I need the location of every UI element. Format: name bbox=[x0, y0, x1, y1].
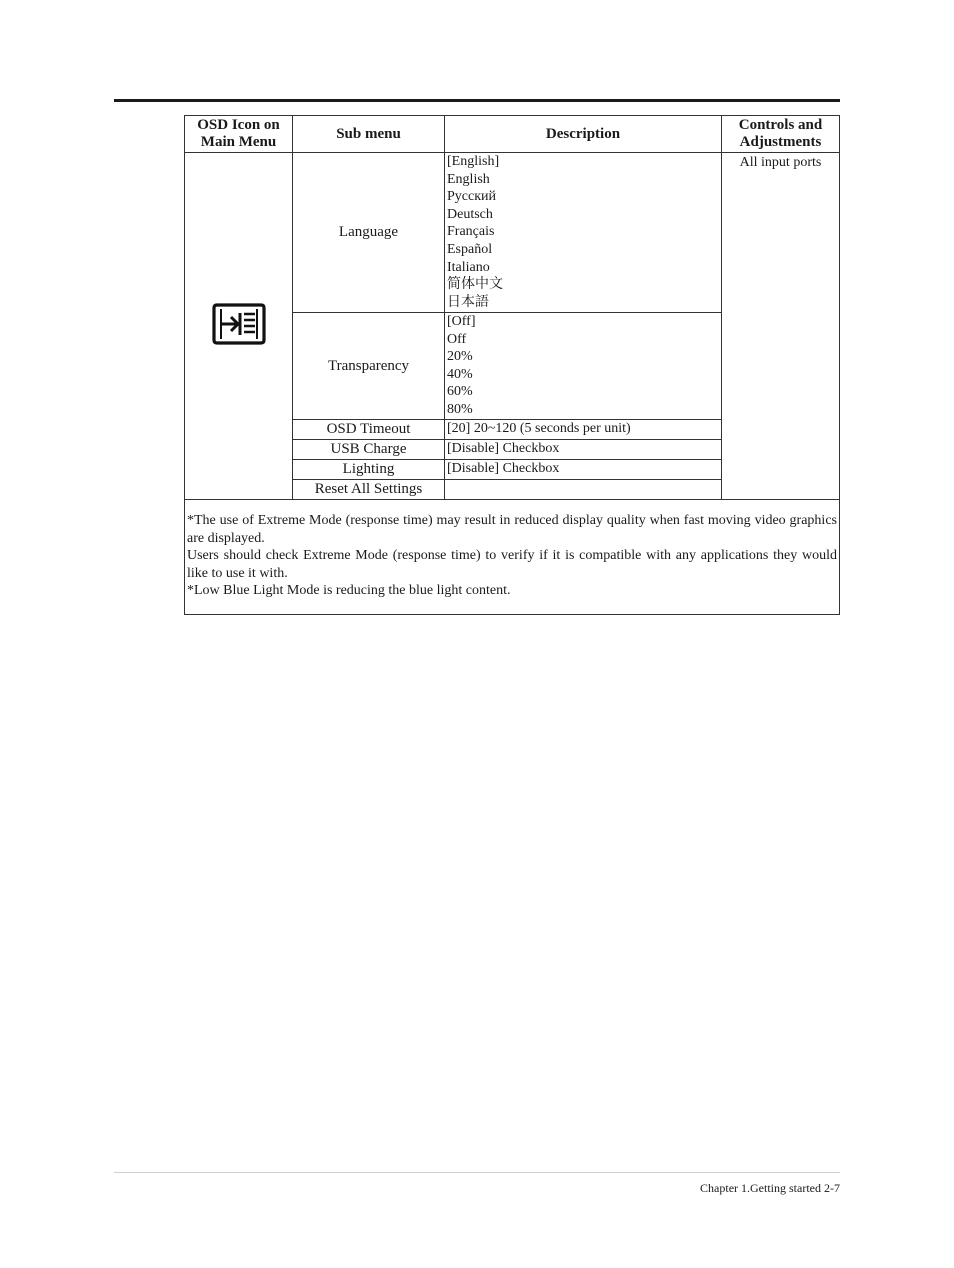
list-item: [Off] bbox=[447, 314, 476, 329]
table-row-language bbox=[185, 153, 840, 313]
list-item: 40% bbox=[447, 366, 473, 382]
list-item: Italiano bbox=[447, 259, 490, 275]
description-language bbox=[445, 153, 722, 313]
list-item: Deutsch bbox=[447, 206, 493, 222]
table-notes-row bbox=[185, 500, 840, 615]
menu-settings-icon bbox=[212, 303, 266, 345]
osd-settings-table bbox=[184, 115, 840, 615]
notes-cell bbox=[185, 500, 840, 615]
note-extreme-mode-quality: *The use of Extreme Mode (response time) may result in reduced display quality when fast moving video graphics are displayed. bbox=[187, 513, 837, 546]
list-item: Off bbox=[447, 331, 467, 347]
list-item: [English] bbox=[447, 154, 500, 169]
footer-rule bbox=[114, 1172, 840, 1173]
header-description: Description bbox=[445, 116, 722, 153]
list-item: 60% bbox=[447, 384, 473, 400]
list-item: English bbox=[447, 171, 490, 187]
note-low-blue-light: *Low Blue Light Mode is reducing the blue light content. bbox=[187, 583, 511, 598]
list-item: 20% bbox=[447, 349, 473, 365]
header-controls: Controls and Adjustments bbox=[722, 116, 840, 153]
header-osd-icon: OSD Icon on Main Menu bbox=[185, 116, 293, 153]
note-extreme-mode-compatibility: Users should check Extreme Mode (response time) to verify if it is compatible with any applications they would like to use it with. bbox=[187, 548, 837, 581]
description-osd-timeout: [20] 20~120 (5 seconds per unit) bbox=[445, 420, 722, 440]
description-reset-all-settings bbox=[445, 480, 722, 500]
submenu-lighting: Lighting bbox=[293, 460, 445, 480]
controls-all-input-ports: All input ports bbox=[722, 153, 840, 500]
submenu-transparency: Transparency bbox=[293, 313, 445, 420]
list-item: 80% bbox=[447, 401, 473, 417]
list-item: 简体中文 bbox=[447, 277, 503, 293]
description-transparency bbox=[445, 313, 722, 420]
list-item: Русский bbox=[447, 189, 496, 205]
header-sub-menu: Sub menu bbox=[293, 116, 445, 153]
osd-icon-cell bbox=[185, 153, 293, 500]
list-item: Español bbox=[447, 241, 493, 257]
description-lighting: [Disable] Checkbox bbox=[445, 460, 722, 480]
submenu-language: Language bbox=[293, 153, 445, 313]
table-header-row bbox=[185, 116, 840, 153]
description-usb-charge: [Disable] Checkbox bbox=[445, 440, 722, 460]
submenu-reset-all-settings: Reset All Settings bbox=[293, 480, 445, 500]
header-rule bbox=[114, 99, 840, 102]
list-item: Français bbox=[447, 224, 495, 240]
page-footer: Chapter 1.Getting started 2-7 bbox=[700, 1181, 840, 1195]
list-item: 日本語 bbox=[447, 294, 489, 310]
submenu-usb-charge: USB Charge bbox=[293, 440, 445, 460]
submenu-osd-timeout: OSD Timeout bbox=[293, 420, 445, 440]
